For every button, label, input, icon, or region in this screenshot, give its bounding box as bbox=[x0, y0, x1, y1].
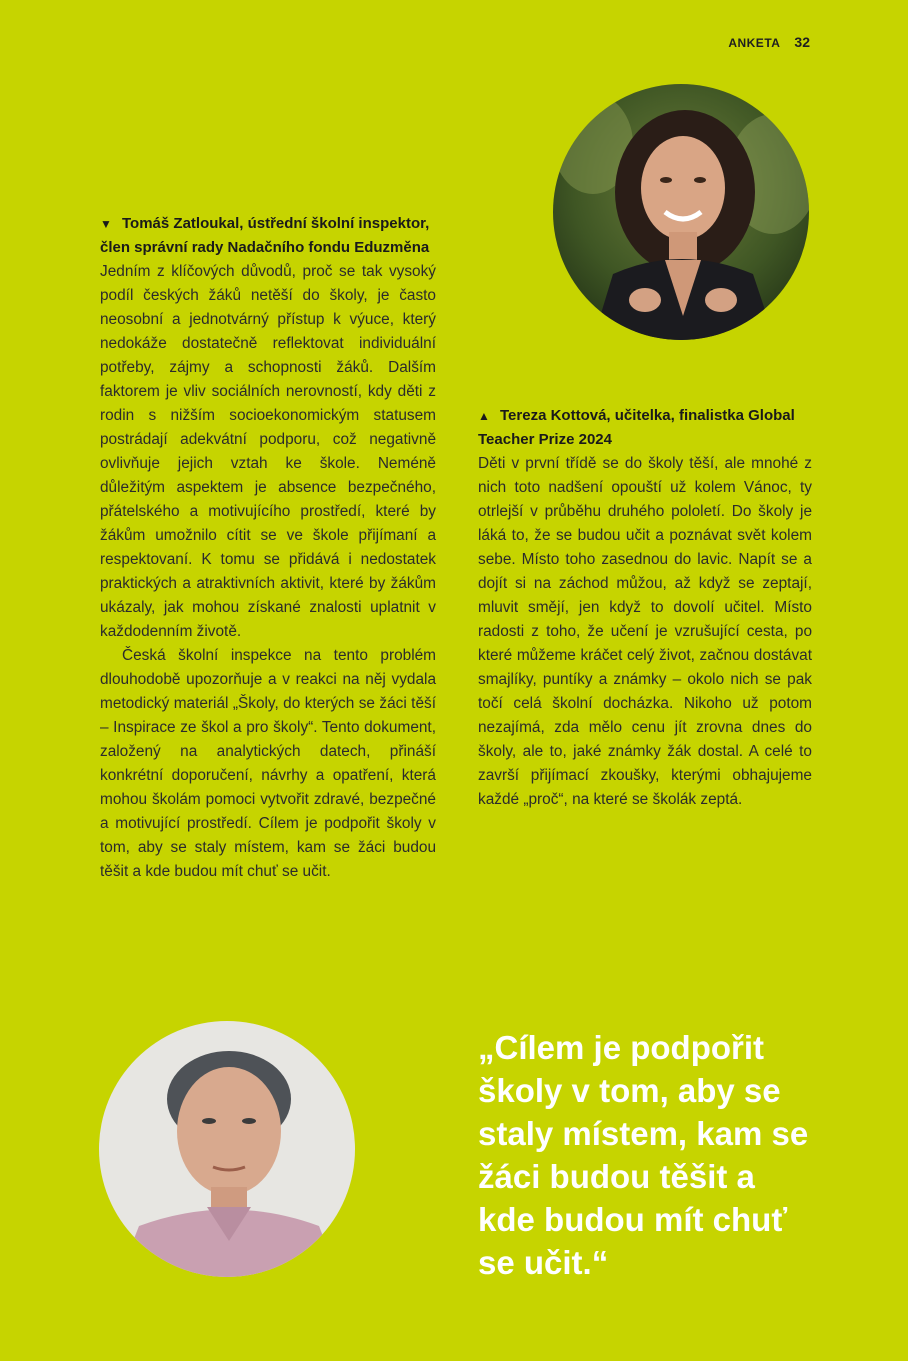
byline-text: Tomáš Zatloukal, ústřední školní inspektor, člen správní rady Nadačního fondu Eduzměna bbox=[100, 215, 430, 256]
section-label: ANKETA bbox=[728, 36, 781, 50]
page-number: 32 bbox=[794, 34, 810, 50]
answer-zatloukal bbox=[100, 212, 436, 884]
answer-paragraph: Jedním z klíčových důvodů, proč se tak vysoký podíl českých žáků netěší do školy, je často neosobní a jednotvárný přístup k výuce, který nedokáže dostatečně reflektovat individuální potřeby, zájmy a schopnosti žáků. Dalším faktorem je vliv sociálních nerovností, kdy děti z rodin s nižším socioekonomickým statusem postrádají adekvátní podporu, což negativně ovlivňuje jejich vztah ke škole. Neméně důležitým aspektem je absence bezpečného, přátelského a motivujícího prostředí, které by žákům umožnilo cítit se ve škole přijímaní a respektovaní. K tomu se přidává i nedostatek praktických a atraktivních aktivit, které by žákům ukázaly, jak mohou získané znalosti uplatnit v každodenním životě. bbox=[100, 263, 436, 640]
portrait-tereza-kottova bbox=[553, 84, 809, 340]
triangle-up-icon: ▲ bbox=[478, 409, 490, 423]
byline-zatloukal bbox=[100, 212, 436, 260]
portrait-tomas-zatloukal bbox=[99, 1021, 355, 1277]
pull-quote: „Cílem je podpořit školy v tom, aby se staly místem, kam se žáci budou těšit a kde budou mít chuť se učit.“ bbox=[478, 1029, 809, 1281]
byline-kottova bbox=[478, 404, 812, 452]
byline-text: Tereza Kottová, učitelka, finalistka Global Teacher Prize 2024 bbox=[478, 407, 795, 448]
page-header bbox=[728, 34, 810, 50]
answer-paragraph: Děti v první třídě se do školy těší, ale mnohé z nich toto nadšení opouští už kolem Vánoc, ty otrlejší v průběhu druhého pololetí. Do školy je láká to, že se budou učit a poznávat svět kolem sebe. Místo toho zasednou do lavic. Napít se a dojít si na záchod můžou, až když se zeptají, mluvit smějí, jen když to dovolí učitel. Místo radosti z toho, že učení je vzrušující cesta, po které můžeme kráčet celý život, začnou dostávat smajlíky, puntíky a známky – okolo nich se pak točí celá školní docházka. Nikoho už potom nezajímá, zda mělo cenu jít zrovna dnes do školy, ale to, jaké známky žák dostal. A celé to završí přijímací zkoušky, kterými obhajujeme každé „proč“, na které se školák zeptá. bbox=[478, 455, 812, 808]
triangle-down-icon: ▼ bbox=[100, 217, 112, 231]
answer-kottova bbox=[478, 404, 812, 812]
answer-paragraph: Česká školní inspekce na tento problém dlouhodobě upozorňuje a v reakci na něj vydala metodický materiál „Školy, do kterých se žáci těší – Inspirace ze škol a pro školy“. Tento dokument, založený na analytických datech, přináší konkrétní doporučení, návrhy a opatření, která mohou školám pomoci vytvořit zdravé, bezpečné a motivující prostředí. Cílem je podpořit školy v tom, aby se staly místem, kam se žáci budou těšit a kde budou mít chuť se učit. bbox=[100, 647, 436, 880]
